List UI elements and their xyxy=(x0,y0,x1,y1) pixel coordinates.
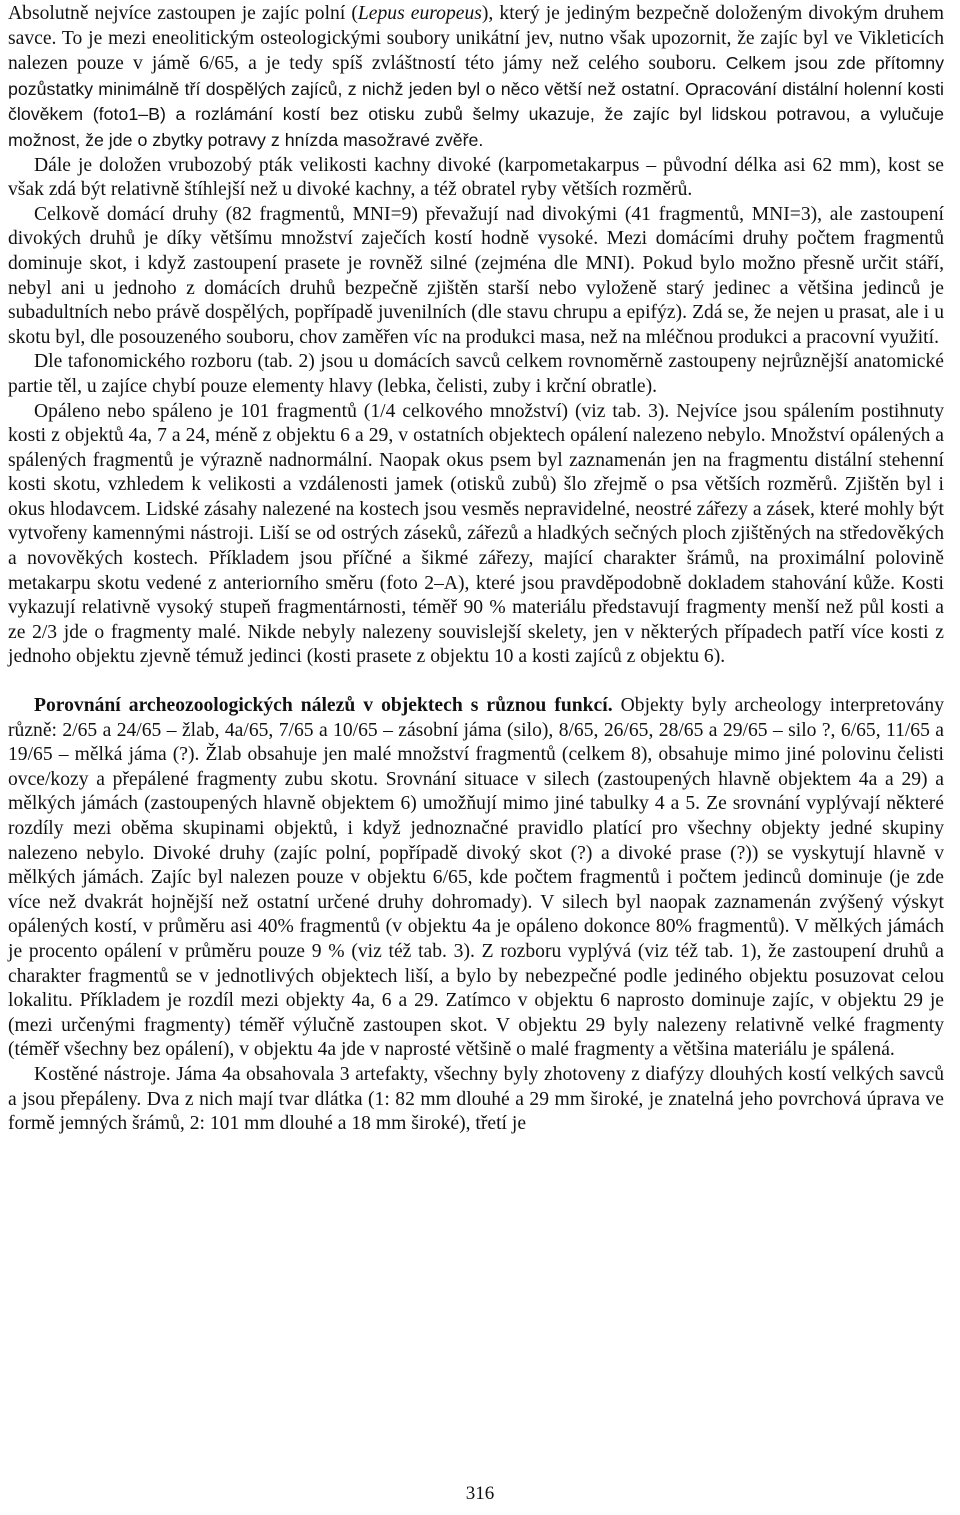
paragraph-burning: Opáleno nebo spáleno je 101 fragmentů (1/4 celkového množství) (viz tab. 3). Nejvíce jsou spálením postihnuty kosti z objektů 4a, 7 a 24, méně z objektu 6 a 29, v ostatních objektech opálení nalezeno nebylo. Množství opálených a spálených fragmentů je výrazně nadnormální. Naopak okus psem byl zaznamenán jen na fragmentu distální stehenní kosti skotu, vzhledem k velikosti a vzdálenosti jamek (otisků zubů) šlo zřejmě o psa větších rozměrů. Zjištěn byl i okus hlodavcem. Lidské zásahy nalezené na kostech jsou vesměs nepravidelné, neostré zářezy a zásek, které mohly být vytvořeny kamennými nástroji. Liší se od ostrých záseků, zářezů a hladkých sečných ploch zjištěných na středověkých a novověkých kostech. Příkladem jsou příčné a šikmé zářezy, mající charakter šrámů, na proximální polovině metakarpu skotu vedené z anteriorního směru (foto 2–A), které jsou pravděpodobně dokladem stahování kůže. Kosti vykazují relativně vysoký stupeň fragmentárnosti, téměř 90 % materiálu představují fragmenty menší než půl kosti a ze 2/3 jde o fragmenty malé. Nikde nebyly nalezeny souvislejší skelety, jen v některých případech patří více kosti z jednoho objektu zjevně témuž jedinci (kosti prasete z objektu 10 a kosti zajíců z objektu 6). xyxy=(8,400,944,668)
paragraph-bone-tools: Kostěné nástroje. Jáma 4a obsahovala 3 artefakty, všechny byly zhotoveny z diafýzy dlouhých kostí velkých savců a jsou přepáleny. Dva z nich mají tvar dlátka (1: 82 mm dlouhé a 29 mm široké, je znatelná jeho povrchová úprava ve formě jemných šrámů, 2: 101 mm dlouhé a 18 mm široké), třetí je xyxy=(8,1063,944,1135)
paragraph-hare-evidence: Celkem jsou zde přítomny pozůstatky minimálně tří dospělých zajíců, z nichž jeden byl o něco větší než ostatní. Opracování distální holenní kosti člověkem (foto1–B) a rozlámání kostí bez otisku zubů šelmy ukazuje, že zajíc byl lidskou potravou, a vylučuje možnost, že jde o zbytky potravy z hnízda masožravé zvěře. xyxy=(8,53,944,150)
paragraph-features-comparison xyxy=(8,694,944,1063)
paragraph-bird: Dále je doložen vrubozobý pták velikosti kachny divoké (karpometakarpus – původní délka asi 62 mm), kost se však zdá být relativně štíhlejší než u divoké kachny, a též obratel ryby větších rozměrů. xyxy=(8,154,944,201)
paragraph-hare-intro: Absolutně nejvíce zastoupen je zajíc polní ( xyxy=(8,3,358,24)
paragraph-hare-body: ), který je jediným bezpečně doloženým divokým druhem savce. To je mezi eneolitickým osteologickými soubory unikátní jev, nutno však upozornit, že zajíc byl ve Vikleticích nalezen pouze v jámě 6/65, a je tedy spíš zvláštností této jámy než celého souboru. xyxy=(8,3,944,75)
page-number: 316 xyxy=(465,1483,495,1504)
paragraph-domestic-species: Celkově domácí druhy (82 fragmentů, MNI=9) převažují nad divokými (41 fragmentů, MNI=3), ale zastoupení divokých druhů je díky většímu množství zaječích kostí hodně vysoké. Mezi domácími druhy počtem fragmentů dominuje skot, i když zastoupení prasete je rovněž silné (zejména dle MNI). Pokud bylo možno přesně určit stáří, nebyl ani u jednoho z domácích druhů bezpečně zjištěn starší nebo vyloženě starý jedinec a většina jedinců je subadultních nebo právě dospělých, popřípadě juvenilních (dle stavu chrupu a epifýz). Zdá se, že nejen u prasat, ale i u skotu byl, dle posouzeného souboru, chov zaměřen víc na produkci masa, než na mléčnou produkci a pracovní využití. xyxy=(8,203,944,348)
paragraph-features-text: Objekty byly archeology interpretovány různě: 2/65 a 24/65 – žlab, 4a/65, 7/65 a 10/65 – zásobní jáma (silo), 8/65, 26/65, 28/65 a 29/65 – silo ?, 6/65, 11/65 a 19/65 – mělká jáma (?). Žlab obsahuje jen malé množství fragmentů (celkem 8), obsahuje mimo jiné polovinu čelisti ovce/kozy a přepálené fragmenty zubu skotu. Srovnání situace v silech (zastoupených hlavně objektem 4a a 29) a mělkých jámách (zastoupených hlavně objektem 6) umožňují mimo jiné tabulky 4 a 5. Ze srovnání vyplývají některé rozdíly mezi oběma skupinami objektů, i když jednoznačné pravidlo platící pro všechny objekty jedné skupiny nalezeno nebylo. Divoké druhy (zajíc polní, popřípadě divoký skot (?) a divoké prase (?)) se vyskytují hlavně v mělkých jámách. Zajíc byl nalezen pouze v objektu 6/65, kde počtem fragmentů i počtem jedinců dominuje (je zde více než dvakrát hojnější než ostatní určené druhy dohromady). V silech byl naopak zaznamenán zvýšený výskyt opálených kostí, v průměru asi 40% fragmentů (v objektu 4a je opáleno dokonce 80% fragmentů). V mělkých jámách je procento opálení v průměru pouze 9 % (viz též tab. 3). Z rozboru vyplývá (viz též tab. 1), že zastoupení druhů a charakter fragmentů se v jednotlivých objektech liší, a bylo by nebezpečné podle jediného objektu posuzovat celou lokalitu. Příkladem je rozdíl mezi objekty 4a, 6 a 29. Zatímco v objektu 6 naprosto dominuje zajíc, v objektu 29 je (mezi určenými fragmenty) téměř výlučně zastoupen skot. V objektu 29 byly nalezeny relativně velké fragmenty (téměř všechny bez opálení), v objektu 4a jde v naprosté většině o malé fragmenty a většina materiálu je spálená. xyxy=(8,695,944,1061)
section-heading: Porovnání archeozoologických nálezů v objektech s různou funkcí. xyxy=(34,695,613,717)
body-text xyxy=(8,2,944,1137)
paragraph-hare xyxy=(8,2,944,154)
paragraph-taphonomy: Dle tafonomického rozboru (tab. 2) jsou u domácích savců celkem rovnoměrně zastoupeny nejrůznější anatomické partie těl, u zajíce chybí pouze elementy hlavy (lebka, čelisti, zuby i krční obratle). xyxy=(8,351,944,397)
species-name: Lepus europeus xyxy=(357,3,482,24)
